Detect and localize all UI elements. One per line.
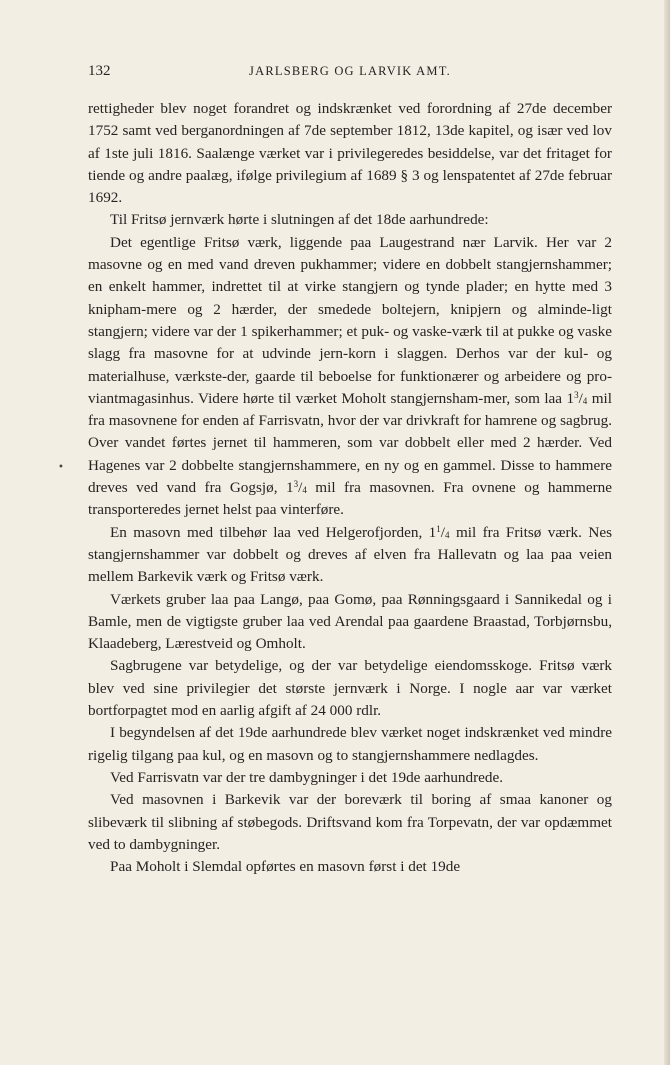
paragraph: Paa Moholt i Slemdal opførtes en masovn først i det 19de <box>110 858 461 876</box>
paragraph: rettigheder blev noget forandret og indskrænket ved forordning af 27de december 1752 samt ved berganordningen af 7de september 1812, 13de kapitel, og især ved lov af 1ste juli 1816. Saalænge værket var i privilegeredes besiddelse, var det fritaget for tiende og andre paalæg, ifølge privilegium af 1689 § 3 og lenspatentet af 27de februar 1692. <box>88 100 612 207</box>
paragraph: Til Fritsø jernværk hørte i slutningen af det 18de aarhundrede: <box>110 211 489 229</box>
paragraph: Værkets gruber laa paa Langø, paa Gomø, paa Rønningsgaard i Sannikedal og i Bamle, men de vigtigste gruber laa ved Arendal paa gaardene Braastad, Torbjørnsbu, Klaadeberg, Lærestveid og Omholt. <box>88 590 612 653</box>
paragraph: Ved masovnen i Barkevik var der boreværk til boring af smaa kanoner og slibeværk til slibning af støbegods. Driftsvand kom fra Torpevatn, der var opdæmmet ved to dambygninger. <box>88 791 612 853</box>
paragraph: I begyndelsen af det 19de aarhundrede blev værket noget indskrænket ved mindre rigelig tilgang paa kul, og en masovn og to stangjernshammere nedlagdes. <box>88 724 612 764</box>
paragraph: Sagbrugene var betydelige, og der var betydelige eiendomsskoge. Fritsø værk blev ved sine privilegier det største jernværk i Norge. I nogle aar var værket bortforpagtet mod en aarlig afgift af 24 000 rdlr. <box>88 657 612 720</box>
page-header <box>88 63 612 83</box>
page-number: 132 <box>88 63 111 79</box>
body-text <box>88 98 612 878</box>
paragraph: En masovn med tilbehør laa ved Helgerofjorden, $1^1/_4$ mil fra Fritsø værk. Nes stangjernshammer var dobbelt og dreves af elven fra Hallevatn og laa paa veien mellem Barkevik værk og Fritsø værk. <box>88 523 612 586</box>
margin-mark: • <box>58 462 64 473</box>
page-edge <box>664 0 670 1065</box>
running-title: JARLSBERG OG LARVIK AMT. <box>249 64 451 78</box>
paragraph: Ved Farrisvatn var der tre dambygninger i det 19de aarhundrede. <box>110 768 504 786</box>
paragraph: Det egentlige Fritsø værk, liggende paa Laugestrand nær Larvik. Her var 2 masovne og en med vand dreven pukhammer; videre en dobbelt stangjernshammer; en enkelt hammer, indrettet til at virke stangjern og tynde plader; en hytte med 3 knipham-mere og 2 hærder, der smedede boltejern, knipjern og alminde-ligt stangjern; videre var der 1 spikerhammer; et puk- og vaske-værk til at pukke og vaske slagg fra masovne for at udvinde jern-korn i slaggen. Derhos var der kul- og materialhuse, værkste-der, gaarde til beboelse for funktionærer og arbeidere og pro-viantmagasinhus. Videre hørte til værket Moholt stangjernsham-mer, som laa $1^3/_4$ mil fra masovnene for enden af Farrisvatn, hvor der var drivkraft for hamrene og sagbrug. Over vandet førtes jernet til hammeren, som var dobbelt eller med 2 hærder. Ved Hagenes var 2 dobbelte stangjernshammere, en ny og en gammel. Disse to hammere dreves ved vand fra Gogsjø, $1^3/_4$ mil fra masovnen. Fra ovnene og hammerne transporteredes jernet helst paa vinterføre. <box>88 233 612 519</box>
